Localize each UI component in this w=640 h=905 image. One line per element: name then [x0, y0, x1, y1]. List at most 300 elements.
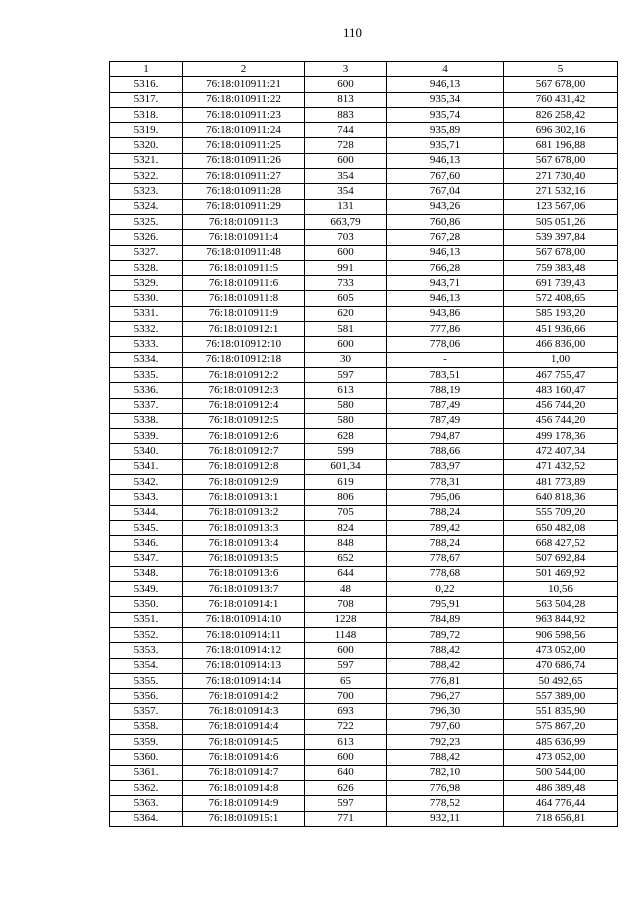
area-cell: 733 — [305, 276, 387, 291]
row-number-cell: 5357. — [110, 704, 183, 719]
area-cell: 613 — [305, 383, 387, 398]
table-row — [110, 352, 618, 367]
table-row — [110, 169, 618, 184]
table-row — [110, 475, 618, 490]
rate-cell: 935,71 — [387, 138, 504, 153]
table-row — [110, 765, 618, 780]
rate-cell: 943,26 — [387, 199, 504, 214]
cadastral-number-cell: 76:18:010912:7 — [183, 444, 305, 459]
cadastral-number-cell: 76:18:010912:2 — [183, 367, 305, 382]
cadastral-number-cell: 76:18:010912:18 — [183, 352, 305, 367]
table-row — [110, 811, 618, 826]
row-number-cell: 5321. — [110, 153, 183, 168]
area-cell: 600 — [305, 245, 387, 260]
value-cell: 551 835,90 — [504, 704, 618, 719]
area-cell: 48 — [305, 582, 387, 597]
row-number-cell: 5327. — [110, 245, 183, 260]
row-number-cell: 5351. — [110, 612, 183, 627]
area-cell: 824 — [305, 520, 387, 535]
cadastral-number-cell: 76:18:010912:10 — [183, 337, 305, 352]
table-row — [110, 704, 618, 719]
cadastral-number-cell: 76:18:010911:48 — [183, 245, 305, 260]
cadastral-number-cell: 76:18:010914:13 — [183, 658, 305, 673]
cadastral-number-cell: 76:18:010911:27 — [183, 169, 305, 184]
row-number-cell: 5320. — [110, 138, 183, 153]
row-number-cell: 5326. — [110, 230, 183, 245]
row-number-cell: 5323. — [110, 184, 183, 199]
value-cell: 505 051,26 — [504, 214, 618, 229]
cadastral-number-cell: 76:18:010914:7 — [183, 765, 305, 780]
rate-cell: 782,10 — [387, 765, 504, 780]
value-cell: 123 567,06 — [504, 199, 618, 214]
cadastral-number-cell: 76:18:010911:3 — [183, 214, 305, 229]
table-row — [110, 367, 618, 382]
area-cell: 848 — [305, 536, 387, 551]
cadastral-number-cell: 76:18:010911:8 — [183, 291, 305, 306]
rate-cell: 788,42 — [387, 658, 504, 673]
table-row — [110, 505, 618, 520]
cadastral-number-cell: 76:18:010914:3 — [183, 704, 305, 719]
area-cell: 626 — [305, 780, 387, 795]
area-cell: 640 — [305, 765, 387, 780]
area-cell: 601,34 — [305, 459, 387, 474]
area-cell: 580 — [305, 398, 387, 413]
area-cell: 597 — [305, 658, 387, 673]
rate-cell: 787,49 — [387, 413, 504, 428]
rate-cell: 0,22 — [387, 582, 504, 597]
area-cell: 1228 — [305, 612, 387, 627]
row-number-cell: 5343. — [110, 490, 183, 505]
value-cell: 473 052,00 — [504, 643, 618, 658]
table-row — [110, 383, 618, 398]
table-row — [110, 230, 618, 245]
row-number-cell: 5350. — [110, 597, 183, 612]
row-number-cell: 5324. — [110, 199, 183, 214]
table-row — [110, 429, 618, 444]
table-row — [110, 780, 618, 795]
table-row — [110, 612, 618, 627]
area-cell: 597 — [305, 367, 387, 382]
rate-cell: 778,31 — [387, 475, 504, 490]
row-number-cell: 5359. — [110, 735, 183, 750]
area-cell: 806 — [305, 490, 387, 505]
row-number-cell: 5339. — [110, 429, 183, 444]
area-cell: 883 — [305, 107, 387, 122]
rate-cell: 797,60 — [387, 719, 504, 734]
cadastral-number-cell: 76:18:010911:22 — [183, 92, 305, 107]
rate-cell: 932,11 — [387, 811, 504, 826]
row-number-cell: 5346. — [110, 536, 183, 551]
table-row — [110, 245, 618, 260]
rate-cell: 946,13 — [387, 77, 504, 92]
row-number-cell: 5340. — [110, 444, 183, 459]
value-cell: 471 432,52 — [504, 459, 618, 474]
rate-cell: 776,81 — [387, 673, 504, 688]
table-row — [110, 582, 618, 597]
value-cell: 507 692,84 — [504, 551, 618, 566]
rate-cell: 795,06 — [387, 490, 504, 505]
row-number-cell: 5334. — [110, 352, 183, 367]
area-cell: 600 — [305, 643, 387, 658]
rate-cell: 788,66 — [387, 444, 504, 459]
area-cell: 700 — [305, 689, 387, 704]
value-cell: 696 302,16 — [504, 123, 618, 138]
cadastral-number-cell: 76:18:010914:9 — [183, 796, 305, 811]
rate-cell: 778,67 — [387, 551, 504, 566]
table-row — [110, 276, 618, 291]
rate-cell: 946,13 — [387, 245, 504, 260]
value-cell: 759 383,48 — [504, 260, 618, 275]
cadastral-number-cell: 76:18:010914:12 — [183, 643, 305, 658]
value-cell: 50 492,65 — [504, 673, 618, 688]
row-number-cell: 5358. — [110, 719, 183, 734]
column-header: 3 — [305, 62, 387, 77]
row-number-cell: 5335. — [110, 367, 183, 382]
area-cell: 693 — [305, 704, 387, 719]
rate-cell: 788,42 — [387, 750, 504, 765]
cadastral-number-cell: 76:18:010911:24 — [183, 123, 305, 138]
row-number-cell: 5352. — [110, 627, 183, 642]
value-cell: 271 532,16 — [504, 184, 618, 199]
cadastral-number-cell: 76:18:010914:14 — [183, 673, 305, 688]
cadastral-number-cell: 76:18:010911:23 — [183, 107, 305, 122]
rate-cell: 789,72 — [387, 627, 504, 642]
area-cell: 605 — [305, 291, 387, 306]
area-cell: 354 — [305, 169, 387, 184]
area-cell: 628 — [305, 429, 387, 444]
row-number-cell: 5331. — [110, 306, 183, 321]
value-cell: 572 408,65 — [504, 291, 618, 306]
table-row — [110, 138, 618, 153]
area-cell: 354 — [305, 184, 387, 199]
row-number-cell: 5336. — [110, 383, 183, 398]
area-cell: 663,79 — [305, 214, 387, 229]
value-cell: 481 773,89 — [504, 475, 618, 490]
area-cell: 613 — [305, 735, 387, 750]
rate-cell: 946,13 — [387, 291, 504, 306]
rate-cell: 792,23 — [387, 735, 504, 750]
row-number-cell: 5354. — [110, 658, 183, 673]
rate-cell: 778,06 — [387, 337, 504, 352]
rate-cell: 783,97 — [387, 459, 504, 474]
cadastral-number-cell: 76:18:010911:6 — [183, 276, 305, 291]
area-cell: 708 — [305, 597, 387, 612]
value-cell: 501 469,92 — [504, 566, 618, 581]
column-header: 1 — [110, 62, 183, 77]
cadastral-number-cell: 76:18:010913:4 — [183, 536, 305, 551]
row-number-cell: 5342. — [110, 475, 183, 490]
value-cell: 557 389,00 — [504, 689, 618, 704]
value-cell: 668 427,52 — [504, 536, 618, 551]
table-row — [110, 398, 618, 413]
area-cell: 744 — [305, 123, 387, 138]
row-number-cell: 5348. — [110, 566, 183, 581]
cadastral-number-cell: 76:18:010913:6 — [183, 566, 305, 581]
area-cell: 620 — [305, 306, 387, 321]
rate-cell: 788,24 — [387, 505, 504, 520]
area-cell: 703 — [305, 230, 387, 245]
table-row — [110, 444, 618, 459]
value-cell: 466 836,00 — [504, 337, 618, 352]
value-cell: 906 598,56 — [504, 627, 618, 642]
rate-cell: 935,34 — [387, 92, 504, 107]
rate-cell: 794,87 — [387, 429, 504, 444]
table-row — [110, 520, 618, 535]
value-cell: 499 178,36 — [504, 429, 618, 444]
value-cell: 539 397,84 — [504, 230, 618, 245]
area-cell: 991 — [305, 260, 387, 275]
table-row — [110, 337, 618, 352]
row-number-cell: 5345. — [110, 520, 183, 535]
table-row — [110, 459, 618, 474]
row-number-cell: 5330. — [110, 291, 183, 306]
value-cell: 467 755,47 — [504, 367, 618, 382]
rate-cell: 788,19 — [387, 383, 504, 398]
row-number-cell: 5349. — [110, 582, 183, 597]
value-cell: 963 844,92 — [504, 612, 618, 627]
area-cell: 600 — [305, 77, 387, 92]
area-cell: 600 — [305, 750, 387, 765]
table-row — [110, 291, 618, 306]
area-cell: 1148 — [305, 627, 387, 642]
cadastral-number-cell: 76:18:010911:21 — [183, 77, 305, 92]
value-cell: 567 678,00 — [504, 245, 618, 260]
rate-cell: 776,98 — [387, 780, 504, 795]
value-cell: 464 776,44 — [504, 796, 618, 811]
row-number-cell: 5355. — [110, 673, 183, 688]
rate-cell: 796,27 — [387, 689, 504, 704]
rate-cell: 935,74 — [387, 107, 504, 122]
table-row — [110, 413, 618, 428]
value-cell: 760 431,42 — [504, 92, 618, 107]
column-header: 2 — [183, 62, 305, 77]
table-row — [110, 123, 618, 138]
table-row — [110, 92, 618, 107]
area-cell: 722 — [305, 719, 387, 734]
cadastral-number-cell: 76:18:010914:2 — [183, 689, 305, 704]
value-cell: 650 482,08 — [504, 520, 618, 535]
value-cell: 1,00 — [504, 352, 618, 367]
table-row — [110, 306, 618, 321]
cadastral-number-cell: 76:18:010912:1 — [183, 322, 305, 337]
row-number-cell: 5325. — [110, 214, 183, 229]
data-table — [109, 61, 618, 827]
rate-cell: 778,52 — [387, 796, 504, 811]
cadastral-number-cell: 76:18:010914:6 — [183, 750, 305, 765]
value-cell: 575 867,20 — [504, 719, 618, 734]
cadastral-number-cell: 76:18:010911:4 — [183, 230, 305, 245]
area-cell: 65 — [305, 673, 387, 688]
cadastral-number-cell: 76:18:010913:5 — [183, 551, 305, 566]
cadastral-number-cell: 76:18:010914:11 — [183, 627, 305, 642]
value-cell: 456 744,20 — [504, 398, 618, 413]
value-cell: 640 818,36 — [504, 490, 618, 505]
value-cell: 486 389,48 — [504, 780, 618, 795]
rate-cell: 767,28 — [387, 230, 504, 245]
cadastral-number-cell: 76:18:010911:9 — [183, 306, 305, 321]
cadastral-number-cell: 76:18:010914:5 — [183, 735, 305, 750]
row-number-cell: 5328. — [110, 260, 183, 275]
value-cell: 500 544,00 — [504, 765, 618, 780]
cadastral-number-cell: 76:18:010911:25 — [183, 138, 305, 153]
cadastral-number-cell: 76:18:010911:28 — [183, 184, 305, 199]
rate-cell: 943,86 — [387, 306, 504, 321]
cadastral-number-cell: 76:18:010912:9 — [183, 475, 305, 490]
table-row — [110, 107, 618, 122]
cadastral-number-cell: 76:18:010912:4 — [183, 398, 305, 413]
cadastral-number-cell: 76:18:010912:3 — [183, 383, 305, 398]
value-cell: 567 678,00 — [504, 153, 618, 168]
value-cell: 681 196,88 — [504, 138, 618, 153]
rate-cell: 784,89 — [387, 612, 504, 627]
value-cell: 826 258,42 — [504, 107, 618, 122]
rate-cell: 777,86 — [387, 322, 504, 337]
value-cell: 483 160,47 — [504, 383, 618, 398]
rate-cell: - — [387, 352, 504, 367]
cadastral-number-cell: 76:18:010911:29 — [183, 199, 305, 214]
rate-cell: 766,28 — [387, 260, 504, 275]
cadastral-number-cell: 76:18:010915:1 — [183, 811, 305, 826]
table-row — [110, 184, 618, 199]
table-row — [110, 735, 618, 750]
table-row — [110, 658, 618, 673]
table-header-row — [110, 62, 618, 77]
row-number-cell: 5322. — [110, 169, 183, 184]
row-number-cell: 5361. — [110, 765, 183, 780]
rate-cell: 787,49 — [387, 398, 504, 413]
value-cell: 718 656,81 — [504, 811, 618, 826]
rate-cell: 760,86 — [387, 214, 504, 229]
table-row — [110, 627, 618, 642]
row-number-cell: 5317. — [110, 92, 183, 107]
area-cell: 597 — [305, 796, 387, 811]
rate-cell: 943,71 — [387, 276, 504, 291]
cadastral-number-cell: 76:18:010911:26 — [183, 153, 305, 168]
area-cell: 644 — [305, 566, 387, 581]
value-cell: 271 730,40 — [504, 169, 618, 184]
rate-cell: 783,51 — [387, 367, 504, 382]
table-body — [110, 77, 618, 827]
cadastral-number-cell: 76:18:010913:3 — [183, 520, 305, 535]
table-row — [110, 719, 618, 734]
cadastral-number-cell: 76:18:010914:10 — [183, 612, 305, 627]
value-cell: 470 686,74 — [504, 658, 618, 673]
area-cell: 705 — [305, 505, 387, 520]
rate-cell: 788,24 — [387, 536, 504, 551]
area-cell: 771 — [305, 811, 387, 826]
row-number-cell: 5356. — [110, 689, 183, 704]
table-row — [110, 153, 618, 168]
cadastral-number-cell: 76:18:010914:4 — [183, 719, 305, 734]
area-cell: 581 — [305, 322, 387, 337]
table-row — [110, 796, 618, 811]
row-number-cell: 5341. — [110, 459, 183, 474]
area-cell: 619 — [305, 475, 387, 490]
value-cell: 691 739,43 — [504, 276, 618, 291]
table-row — [110, 199, 618, 214]
area-cell: 728 — [305, 138, 387, 153]
row-number-cell: 5363. — [110, 796, 183, 811]
column-header: 5 — [504, 62, 618, 77]
rate-cell: 796,30 — [387, 704, 504, 719]
rate-cell: 778,68 — [387, 566, 504, 581]
table-row — [110, 689, 618, 704]
area-cell: 131 — [305, 199, 387, 214]
cadastral-number-cell: 76:18:010914:8 — [183, 780, 305, 795]
rate-cell: 767,60 — [387, 169, 504, 184]
row-number-cell: 5347. — [110, 551, 183, 566]
value-cell: 485 636,99 — [504, 735, 618, 750]
table-row — [110, 673, 618, 688]
cadastral-number-cell: 76:18:010913:1 — [183, 490, 305, 505]
area-cell: 580 — [305, 413, 387, 428]
table-row — [110, 597, 618, 612]
table-row — [110, 566, 618, 581]
table-row — [110, 551, 618, 566]
cadastral-number-cell: 76:18:010912:5 — [183, 413, 305, 428]
rate-cell: 795,91 — [387, 597, 504, 612]
value-cell: 585 193,20 — [504, 306, 618, 321]
table-row — [110, 750, 618, 765]
table-row — [110, 260, 618, 275]
row-number-cell: 5318. — [110, 107, 183, 122]
row-number-cell: 5332. — [110, 322, 183, 337]
rate-cell: 767,04 — [387, 184, 504, 199]
value-cell: 473 052,00 — [504, 750, 618, 765]
row-number-cell: 5338. — [110, 413, 183, 428]
row-number-cell: 5364. — [110, 811, 183, 826]
table-row — [110, 643, 618, 658]
value-cell: 456 744,20 — [504, 413, 618, 428]
cadastral-number-cell: 76:18:010913:7 — [183, 582, 305, 597]
row-number-cell: 5316. — [110, 77, 183, 92]
table-row — [110, 214, 618, 229]
area-cell: 600 — [305, 337, 387, 352]
cadastral-number-cell: 76:18:010911:5 — [183, 260, 305, 275]
area-cell: 30 — [305, 352, 387, 367]
page-number: 110 — [342, 25, 363, 40]
row-number-cell: 5362. — [110, 780, 183, 795]
rate-cell: 789,42 — [387, 520, 504, 535]
area-cell: 652 — [305, 551, 387, 566]
row-number-cell: 5333. — [110, 337, 183, 352]
row-number-cell: 5329. — [110, 276, 183, 291]
row-number-cell: 5337. — [110, 398, 183, 413]
row-number-cell: 5344. — [110, 505, 183, 520]
table-row — [110, 536, 618, 551]
area-cell: 600 — [305, 153, 387, 168]
area-cell: 813 — [305, 92, 387, 107]
rate-cell: 935,89 — [387, 123, 504, 138]
row-number-cell: 5353. — [110, 643, 183, 658]
area-cell: 599 — [305, 444, 387, 459]
cadastral-number-cell: 76:18:010912:6 — [183, 429, 305, 444]
cadastral-number-cell: 76:18:010912:8 — [183, 459, 305, 474]
row-number-cell: 5319. — [110, 123, 183, 138]
table-row — [110, 322, 618, 337]
cadastral-number-cell: 76:18:010914:1 — [183, 597, 305, 612]
value-cell: 567 678,00 — [504, 77, 618, 92]
rate-cell: 788,42 — [387, 643, 504, 658]
cadastral-number-cell: 76:18:010913:2 — [183, 505, 305, 520]
value-cell: 555 709,20 — [504, 505, 618, 520]
value-cell: 472 407,34 — [504, 444, 618, 459]
value-cell: 10,56 — [504, 582, 618, 597]
table-row — [110, 77, 618, 92]
value-cell: 451 936,66 — [504, 322, 618, 337]
value-cell: 563 504,28 — [504, 597, 618, 612]
column-header: 4 — [387, 62, 504, 77]
